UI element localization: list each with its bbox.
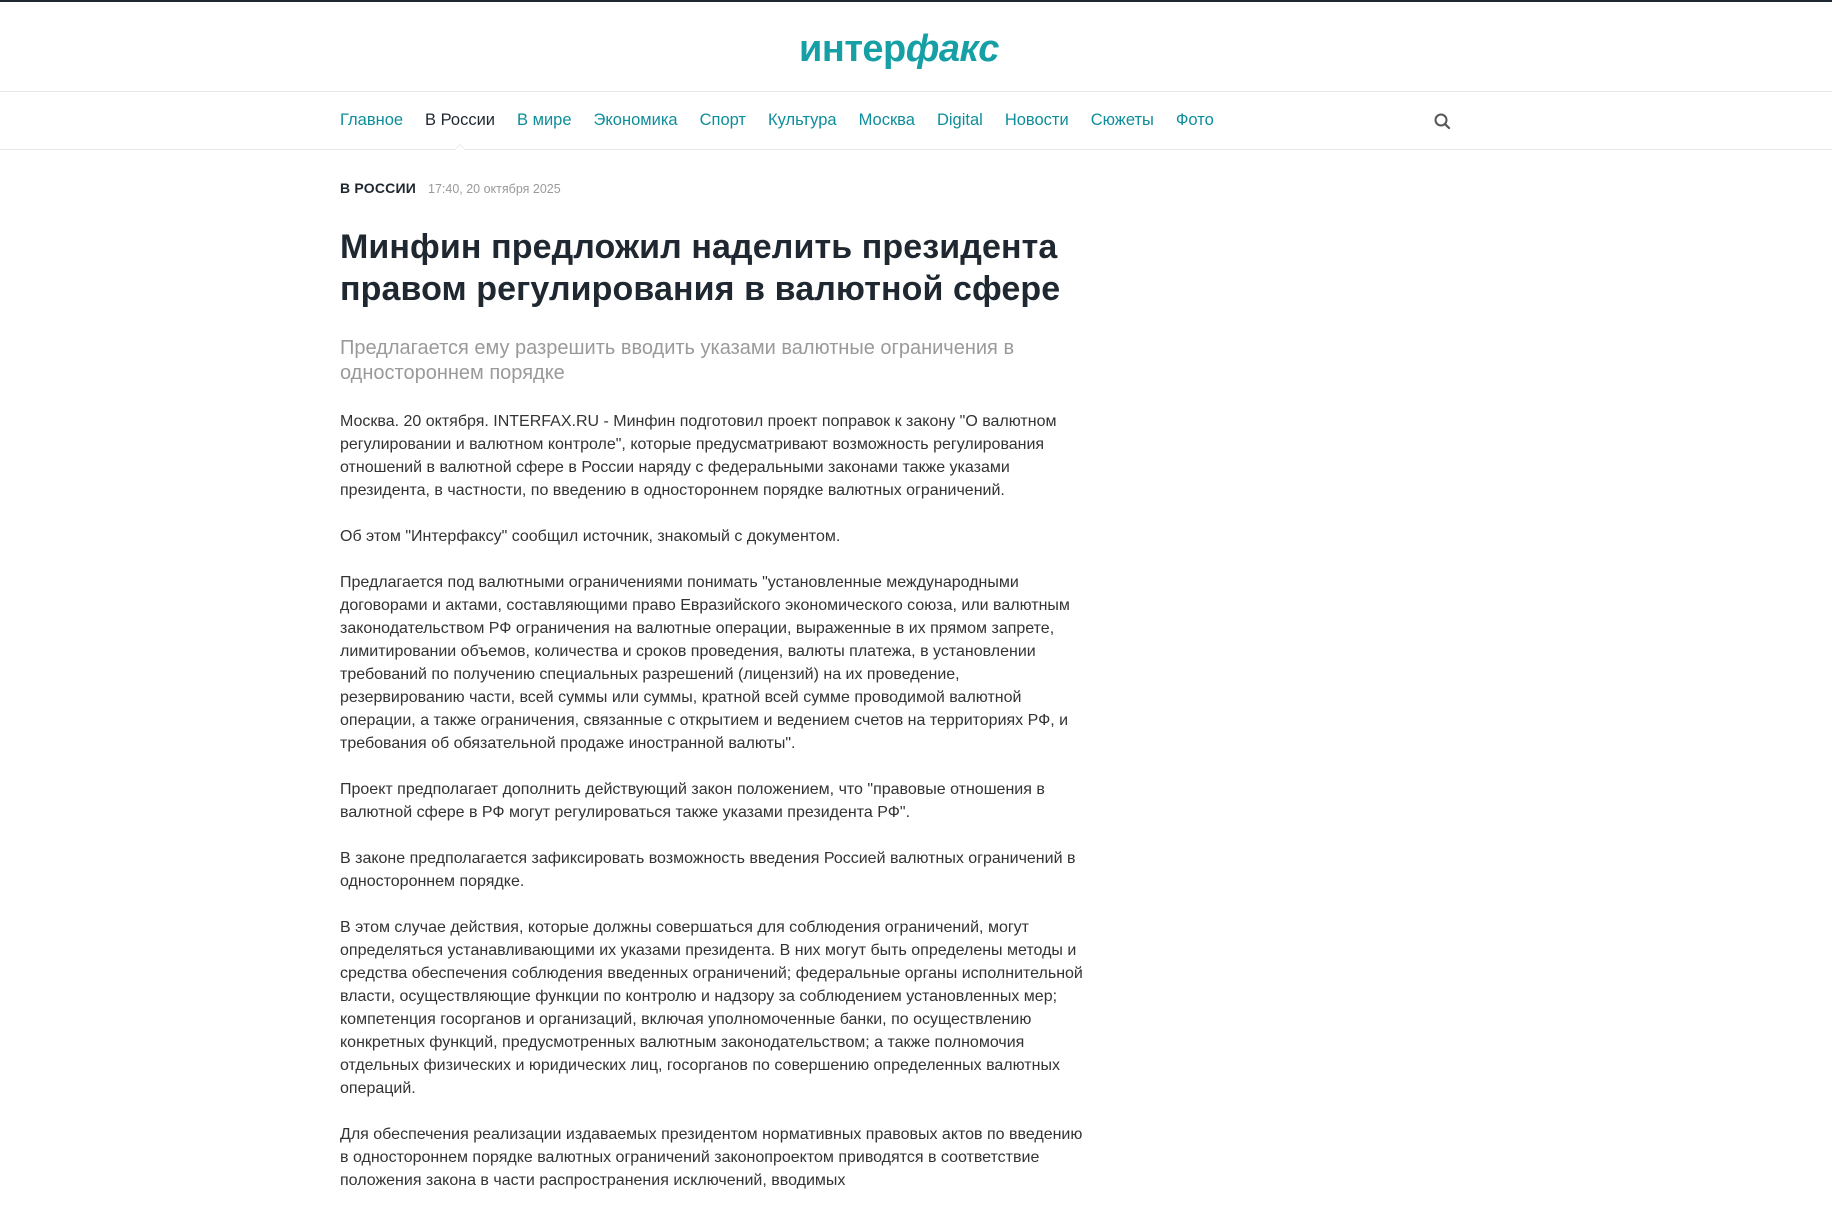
article (340, 180, 1090, 1215)
main-nav (0, 92, 1832, 150)
nav-item-sport[interactable]: Спорт (699, 111, 746, 129)
nav-item-main[interactable]: Главное (340, 111, 404, 129)
article-date: 17:40, 20 октября 2025 (428, 182, 561, 196)
article-paragraph: Для обеспечения реализации издаваемых президентом нормативных правовых актов по введению в одностороннем порядке валютных ограничений законопроектом приводятся в соответствие положения закона в части распространения исключений, вводимых (340, 1126, 1083, 1189)
nav-item-economy[interactable]: Экономика (593, 111, 678, 129)
article-meta (340, 180, 1090, 200)
article-lead: Предлагается ему разрешить вводить указами валютные ограничения в одностороннем порядке (340, 337, 1015, 384)
active-caret (454, 144, 466, 150)
nav-item-news[interactable]: Новости (1004, 111, 1069, 129)
nav-item-russia[interactable] (425, 92, 495, 149)
nav-item-russia-label: В России (425, 111, 496, 129)
logo-text-main: интер (799, 27, 906, 70)
nav-items (340, 92, 1236, 149)
article-paragraph: Предлагается под валютными ограничениями понимать "установленные международными договорами и актами, составляющими право Евразийского экономического союза, или валютным законодательством РФ ограничения на валютные операции, выраженные в их прямом запрете, лимитировании объемов, количества и сроков проведения, валюты платежа, в установлении требований по получению специальных разрешений (лицензий) на их проведение, резервированию части, всей суммы или суммы, кратной всей сумме проводимой валютной операции, а также ограничения, связанные с открытием и ведением счетов на территориях РФ, и требования об обязательной продаже иностранной валюты". (340, 574, 1070, 752)
article-paragraph: В этом случае действия, которые должны совершаться для соблюдения ограничений, могут определяться устанавливающими их указами президента. В них могут быть определены методы и средства обеспечения соблюдения введенных ограничений; федеральные органы исполнительной власти, осуществляющие функции по контролю и надзору за соблюдением установленных мер; компетенция госорганов и организаций, включая уполномоченные банки, по осуществлению конкретных функций, предусмотренных валютным законодательством; а также полномочия отдельных физических и юридических лиц, госорганов по совершению определенных валютных операций. (340, 919, 1083, 1097)
logo-text-accent: факс (905, 27, 999, 70)
article-paragraph: В законе предполагается зафиксировать возможность введения Россией валютных ограничений в одностороннем порядке. (340, 850, 1076, 890)
article-title: Минфин предложил наделить президента правом регулирования в валютной сфере (340, 228, 1061, 308)
site-header (0, 2, 1832, 92)
article-paragraph: Об этом "Интерфаксу" сообщил источник, знакомый с документом. (340, 528, 841, 545)
nav-item-digital[interactable]: Digital (936, 111, 983, 129)
search-icon (1430, 109, 1454, 133)
nav-item-world[interactable]: В мире (517, 111, 572, 129)
article-rubric[interactable]: В РОССИИ (340, 180, 416, 196)
article-paragraph: Москва. 20 октября. INTERFAX.RU - Минфин подготовил проект поправок к закону "О валютном регулировании и валютном контроле", которые предусматривают возможность регулирования отношений в валютной сфере в России наряду с федеральными законами также указами президента, в частности, по введению в одностороннем порядке валютных ограничений. (340, 413, 1057, 499)
article-body (340, 410, 1085, 1192)
nav-item-culture[interactable]: Культура (768, 111, 837, 129)
nav-item-photo[interactable]: Фото (1175, 111, 1214, 129)
nav-item-stories[interactable]: Сюжеты (1090, 111, 1154, 129)
nav-item-moscow[interactable]: Москва (858, 111, 915, 129)
search-button[interactable] (1430, 109, 1454, 133)
interfax-logo[interactable] (799, 20, 999, 78)
article-paragraph: Проект предполагает дополнить действующий закон положением, что "правовые отношения в валютной сфере в РФ могут регулироваться также указами президента РФ". (340, 781, 1045, 821)
